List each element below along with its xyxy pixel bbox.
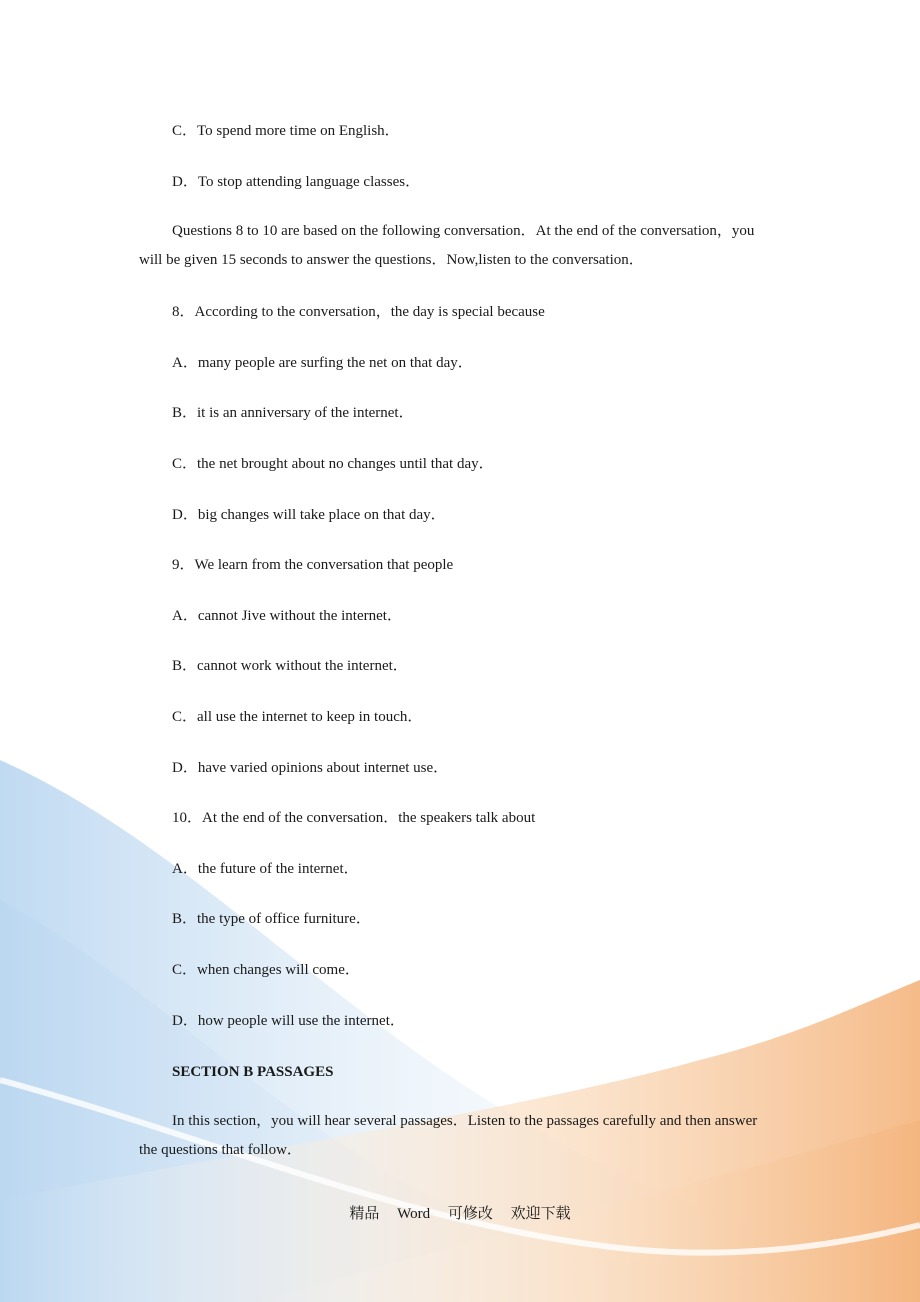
section-intro-paragraph: In this section，you will hear several passages．Listen to the passages carefully and then answer the questions that follow． [139, 1113, 758, 1158]
option-line: D．how people will use the internet． [172, 1013, 405, 1029]
option-line: D．have varied opinions about internet use． [172, 760, 449, 776]
option-line: C．To spend more time on English． [172, 123, 400, 139]
option-line: B．cannot work without the internet． [172, 658, 408, 674]
question-line: 9．We learn from the conversation that people [172, 557, 454, 573]
option-line: D．To stop attending language classes． [172, 174, 421, 190]
option-line: A．cannot Jive without the internet． [172, 608, 402, 624]
footer-text: 精品 [349, 1206, 380, 1222]
page-footer [0, 1205, 920, 1223]
section-heading: SECTION B PASSAGES [172, 1064, 334, 1080]
option-line: B．it is an anniversary of the internet． [172, 405, 414, 421]
footer-text: 可修改 [447, 1206, 493, 1222]
option-line: C．the net brought about no changes until that day． [172, 456, 494, 472]
option-line: A．many people are surfing the net on that day． [172, 355, 473, 371]
question-line: 8．According to the conversation，the day is special because [172, 304, 545, 320]
footer-text: Word [397, 1206, 431, 1222]
option-line: B．the type of office furniture． [172, 911, 371, 927]
option-line: C．when changes will come． [172, 962, 360, 978]
footer-text: 欢迎下载 [510, 1206, 571, 1222]
question-line: 10．At the end of the conversation．the speakers talk about [172, 810, 536, 826]
instruction-paragraph: Questions 8 to 10 are based on the following conversation．At the end of the conversation，you will be given 15 seconds to answer the questions．Now,listen to the conversation． [139, 223, 755, 268]
option-line: A．the future of the internet． [172, 861, 359, 877]
option-line: C．all use the internet to keep in touch． [172, 709, 423, 725]
option-line: D．big changes will take place on that day． [172, 507, 446, 523]
